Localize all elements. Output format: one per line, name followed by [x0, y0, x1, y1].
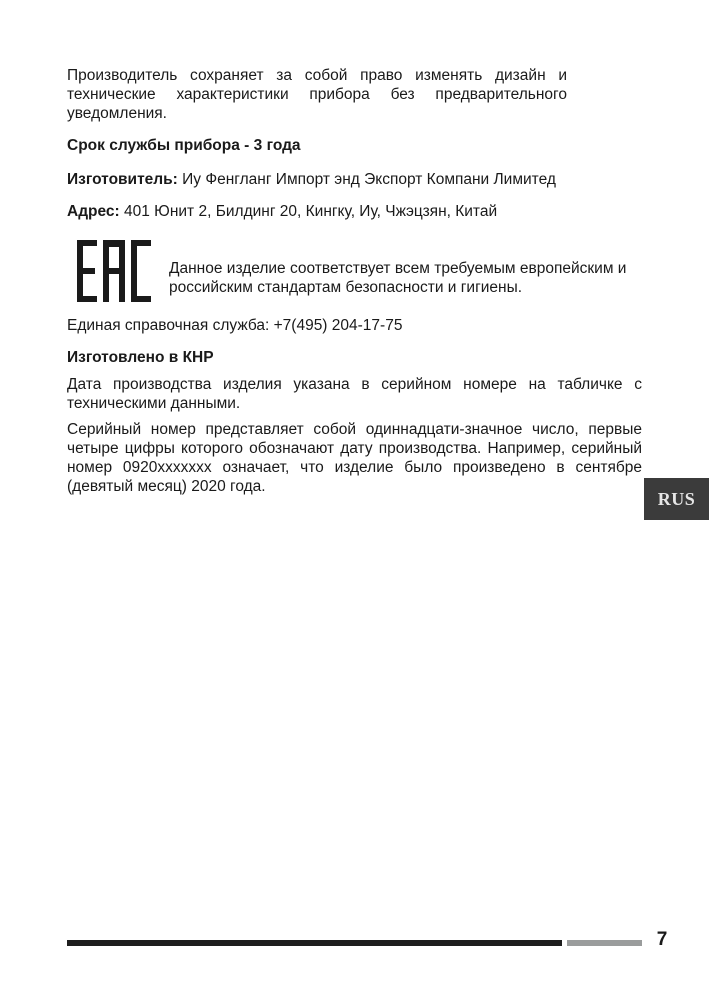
manufacturer-value: Иу Фенгланг Импорт энд Экспорт Компани Лимитед	[177, 171, 556, 188]
manufacturer-line	[67, 170, 556, 189]
helpline-text: Единая справочная служба: +7(495) 204-17-75	[67, 317, 403, 334]
service-life-text: Срок службы прибора - 3 года	[67, 137, 301, 154]
serial-number-text: Серийный номер представляет собой одиннадцати-значное число, первые четыре цифры которого обозначают дату производства. Например, серийный номер 0920xxxxxxx означает, что изделие было произведено в сентябре (девятый месяц) 2020 года.	[67, 421, 642, 495]
disclaimer-text: Производитель сохраняет за собой право изменять дизайн и технические характеристики прибора без предварительного уведомления.	[67, 67, 567, 122]
eac-logo-icon	[77, 240, 151, 302]
eac-certification	[77, 240, 642, 302]
footer-bar-dark	[67, 940, 562, 946]
production-date-text: Дата производства изделия указана в серийном номере на табличке с техническими данными.	[67, 376, 642, 412]
made-in-text: Изготовлено в КНР	[67, 349, 214, 366]
footer-bar-grey	[567, 940, 642, 946]
language-tab: RUS	[644, 478, 709, 520]
address-line	[67, 202, 497, 221]
manufacturer-label: Изготовитель:	[67, 171, 178, 188]
address-label: Адрес:	[67, 203, 120, 220]
eac-statement: Данное изделие соответствует всем требуемым европейским и российским стандартам безопасности и гигиены.	[169, 260, 627, 296]
address-value: 401 Юнит 2, Билдинг 20, Кингку, Иу, Чжэцзян, Китай	[119, 203, 498, 220]
page-number: 7	[656, 929, 668, 950]
